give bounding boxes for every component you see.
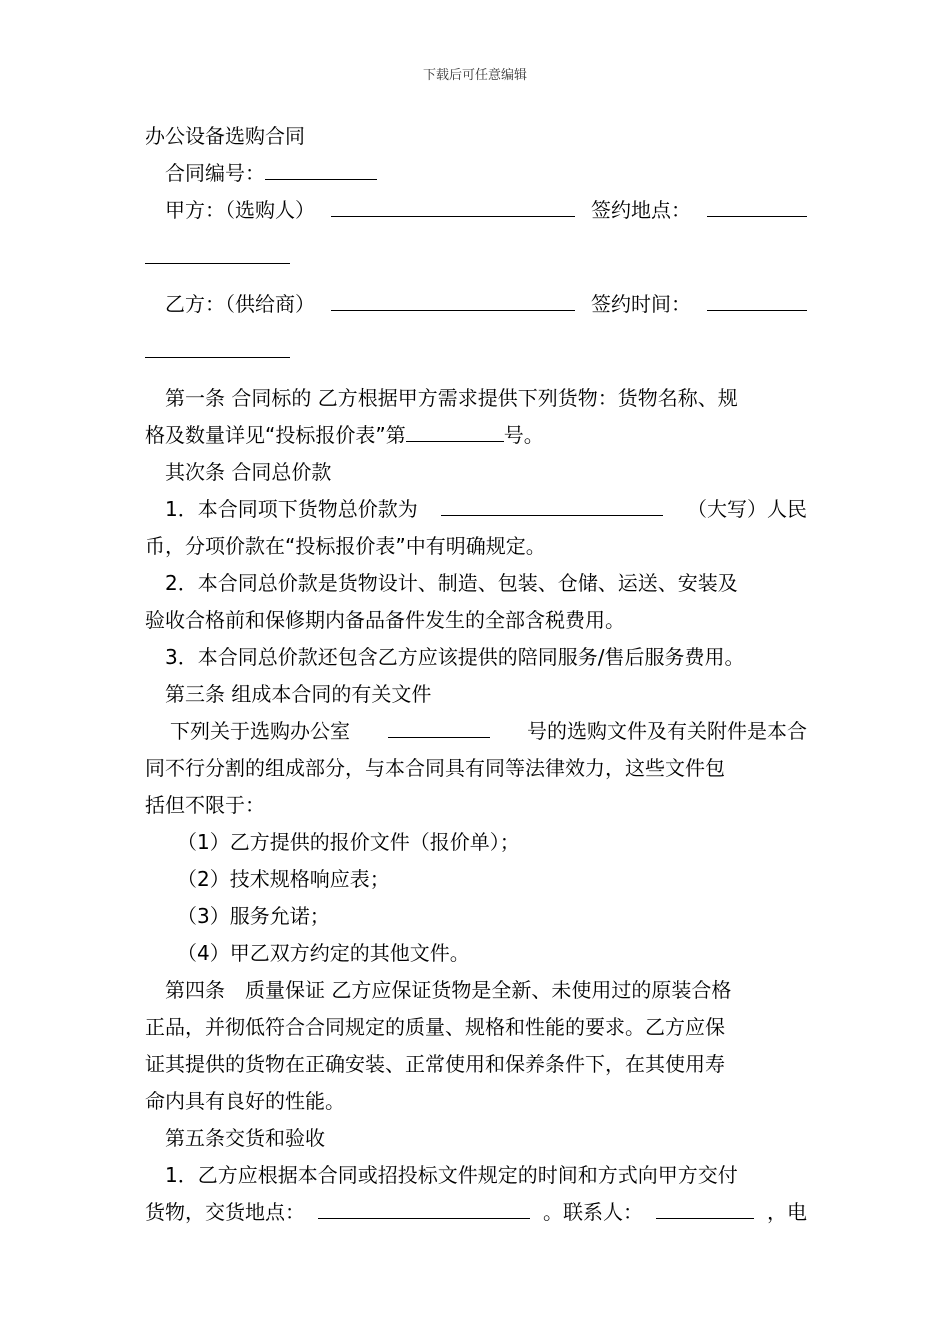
article-3-line-2: 同不行分割的组成部分，与本合同具有同等法律效力，这些文件包 [145, 756, 725, 780]
party-b-line [145, 286, 807, 323]
article-2-p1-line-1 [145, 491, 807, 528]
article-1-line-2 [145, 417, 807, 454]
article-3-heading: 第三条 组成本合同的有关文件 [165, 682, 432, 706]
article-1-text: 格及数量详见“投标报价表”第 [145, 423, 406, 447]
article-2-p2-line-1: 2．本合同总价款是货物设计、制造、包装、仓储、运送、安装及 [165, 571, 738, 595]
article-2-p2-line-2: 验收合格前和保修期内备品备件发生的全部含税费用。 [145, 608, 625, 632]
document-title: 办公设备选购合同 [145, 124, 305, 148]
article-3-text-end: 号的选购文件及有关附件是本合 [527, 719, 807, 743]
signing-time-blank[interactable] [707, 286, 807, 311]
article-2-p3: 3．本合同总价款还包含乙方应该提供的陪同服务/售后服务费用。 [165, 645, 745, 669]
signing-time-blank-continued [145, 333, 807, 370]
delivery-place-label: 货物，交货地点： [145, 1200, 305, 1224]
article-3-text: 下列关于选购办公室 [170, 719, 350, 743]
contract-number-line [145, 155, 807, 192]
article-1-line-1: 第一条 合同标的 乙方根据甲方需求提供下列货物：货物名称、规 [165, 386, 738, 410]
article-2-p1-line-2: 币，分项价款在“投标报价表”中有明确规定。 [145, 534, 546, 558]
article-3-item-3: （3）服务允诺； [177, 904, 330, 928]
article-4-line-3: 证其提供的货物在正确安装、正常使用和保养条件下，在其使用寿 [145, 1052, 725, 1076]
contract-number-label: 合同编号： [165, 161, 265, 185]
signing-place-blank-continued [145, 239, 807, 276]
signing-place-blank[interactable] [707, 192, 807, 217]
article-4-line-2: 正品，并彻低符合合同规定的质量、规格和性能的要求。乙方应保 [145, 1015, 725, 1039]
article-3-item-4: （4）甲乙双方约定的其他文件。 [177, 941, 470, 965]
article-5-p1-line-1: 1．乙方应根据本合同或招投标文件规定的时间和方式向甲方交付 [165, 1163, 738, 1187]
signing-time-blank-2[interactable] [145, 333, 290, 358]
article-4-line-4: 命内具有良好的性能。 [145, 1089, 345, 1113]
article-2-p1-text: 1．本合同项下货物总价款为 [165, 497, 418, 521]
contact-person-label: 。联系人： [543, 1200, 643, 1224]
signing-place-label: 签约地点： [591, 198, 691, 222]
party-b-blank[interactable] [331, 286, 575, 311]
article-3-line-1 [145, 713, 807, 750]
party-a-label: 甲方：（选购人） [165, 198, 315, 222]
delivery-place-blank[interactable] [318, 1194, 530, 1219]
article-3-item-2: （2）技术规格响应表； [177, 867, 390, 891]
contract-number-blank[interactable] [265, 155, 377, 180]
bid-table-number-blank[interactable] [406, 417, 504, 442]
contact-person-blank[interactable] [656, 1194, 754, 1219]
article-5-heading: 第五条交货和验收 [165, 1126, 325, 1150]
article-4-line-1: 第四条 质量保证 乙方应保证货物是全新、未使用过的原装合格 [165, 978, 732, 1002]
article-1-text-end: 号。 [503, 423, 544, 447]
article-5-p1-line-2 [145, 1194, 807, 1231]
party-b-label: 乙方：（供给商） [165, 292, 315, 316]
signing-place-blank-2[interactable] [145, 239, 290, 264]
article-2-p1-text-end: （大写）人民 [686, 497, 807, 521]
signing-time-label: 签约时间： [591, 292, 691, 316]
page-header: 下载后可任意编辑 [422, 68, 527, 83]
total-price-blank[interactable] [441, 491, 663, 516]
article-3-item-1: （1）乙方提供的报价文件（报价单）； [177, 830, 520, 854]
article-3-line-3: 括但不限于： [145, 793, 265, 817]
party-a-blank[interactable] [331, 192, 575, 217]
procurement-number-blank[interactable] [388, 713, 490, 738]
document-body [145, 118, 807, 1231]
article-2-heading: 其次条 合同总价款 [165, 460, 332, 484]
party-a-line [145, 192, 807, 229]
article-5-text-end: ，电 [767, 1200, 807, 1224]
